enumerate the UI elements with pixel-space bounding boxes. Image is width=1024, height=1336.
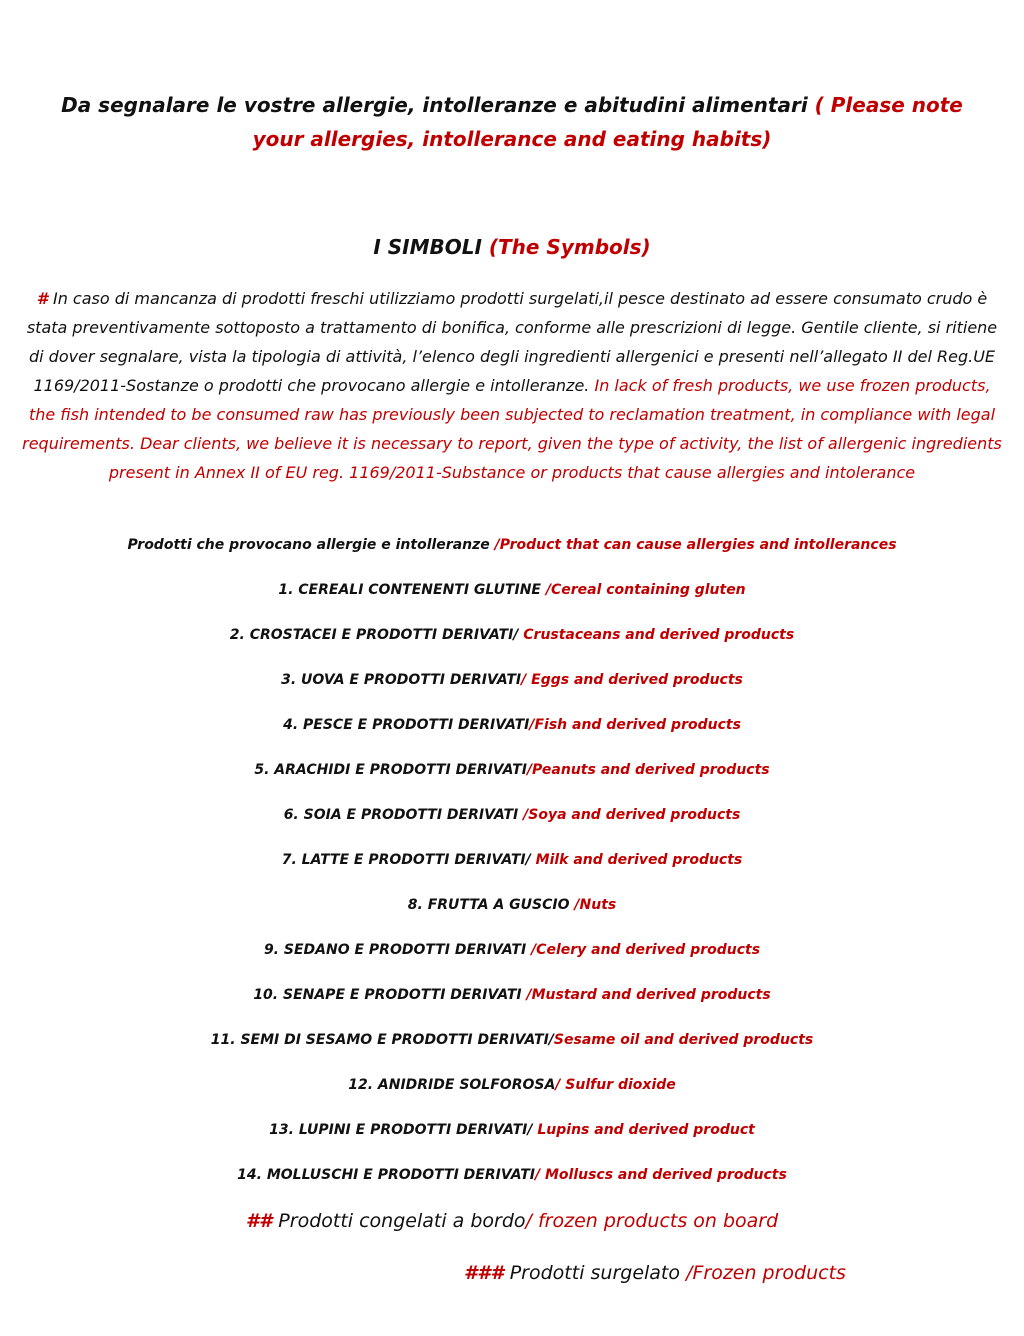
allergen-list-header-english: /Product that can cause allergies and intollerances: [494, 537, 897, 553]
allergen-item-english: / Eggs and derived products: [521, 672, 743, 688]
allergen-item-italian: 12. ANIDRIDE SOLFOROSA: [348, 1077, 556, 1093]
allergen-list-header: [40, 533, 984, 557]
allergen-item-english: Sesame oil and derived products: [553, 1032, 814, 1048]
allergen-list: [40, 578, 984, 1208]
allergen-item-english: /Celery and derived products: [531, 942, 761, 958]
allergen-item-italian: 13. LUPINI E PRODOTTI DERIVATI/: [269, 1122, 538, 1138]
allergen-list-header-italian: Prodotti che provocano allergie e intolleranze: [127, 537, 495, 553]
frozen-on-board-note: [40, 1206, 984, 1236]
allergen-item: [40, 1118, 984, 1163]
intro-paragraph: [22, 284, 1002, 487]
page-title-italian: Da segnalare le vostre allergie, intolleranze e abitudini alimentari: [61, 93, 815, 117]
intro-text-italian: In caso di mancanza di prodotti freschi utilizziamo prodotti surgelati,il pesce destinato ad essere consumato crudo è stata preventivamente sottoposto a trattamento di bonifica, conforme alle prescrizioni di legge. Gentile cliente, si ritiene di dover segnalare, vista la tipologia di attività, l’elenco degli ingredienti allergenici e presenti nell’allegato II del Reg.UE 1169/2011-Sostanze o prodotti che provocano allergie e intolleranze.: [26, 289, 998, 395]
allergen-item-english: / Molluscs and derived products: [534, 1167, 787, 1183]
intro-text-english: In lack of fresh products, we use frozen products, the fish intended to be consumed raw has previously been subjected to reclamation treatment, in compliance with legal requirements. Dear clients, we believe it is necessary to report, given the type of activity, the list of allergenic ingredients present in Annex II of EU reg. 1169/2011-Substance or products that cause allergies and intolerance: [22, 376, 1002, 482]
allergen-item: [40, 803, 984, 848]
allergen-item: [40, 668, 984, 713]
symbols-heading-italian: I SIMBOLI: [373, 235, 489, 259]
frozen-on-board-italian: Prodotti congelati a bordo: [272, 1210, 526, 1232]
allergen-item-italian: 9. SEDANO E PRODOTTI DERIVATI: [263, 942, 532, 958]
allergen-item-italian: 1. CEREALI CONTENENTI GLUTINE: [278, 582, 546, 598]
allergen-item: [40, 713, 984, 758]
allergen-item-english: Lupins and derived product: [537, 1122, 755, 1138]
allergen-item-italian: 10. SENAPE E PRODOTTI DERIVATI: [253, 987, 527, 1003]
allergen-item-italian: 2. CROSTACEI E PRODOTTI DERIVATI/: [229, 627, 524, 643]
frozen-products-hash-symbol: ###: [464, 1262, 504, 1284]
allergen-item: [40, 623, 984, 668]
allergen-item-english: Milk and derived products: [535, 852, 743, 868]
allergen-item-english: /Cereal containing gluten: [545, 582, 746, 598]
allergen-item: [40, 848, 984, 893]
allergen-item: [40, 1028, 984, 1073]
allergen-item: [40, 758, 984, 803]
allergen-item: [40, 983, 984, 1028]
allergen-item: [40, 578, 984, 623]
allergen-item-english: /Soya and derived products: [523, 807, 741, 823]
allergen-item-english: /Fish and derived products: [529, 717, 741, 733]
allergen-item: [40, 893, 984, 938]
allergen-item: [40, 1073, 984, 1118]
allergen-item-italian: 5. ARACHIDI E PRODOTTI DERIVATI: [254, 762, 527, 778]
allergen-item-italian: 14. MOLLUSCHI E PRODOTTI DERIVATI: [237, 1167, 535, 1183]
allergen-item-english: / Sulfur dioxide: [555, 1077, 676, 1093]
allergen-item-italian: 6. SOIA E PRODOTTI DERIVATI: [283, 807, 524, 823]
frozen-on-board-english: / frozen products on board: [525, 1210, 779, 1232]
symbols-heading-english: (The Symbols): [488, 235, 651, 259]
allergen-item-english: Crustaceans and derived products: [523, 627, 795, 643]
intro-hash-symbol: #: [36, 289, 48, 308]
allergen-item-italian: 11. SEMI DI SESAMO E PRODOTTI DERIVATI/: [210, 1032, 554, 1048]
allergen-item-italian: 8. FRUTTA A GUSCIO: [407, 897, 575, 913]
allergen-item-italian: 7. LATTE E PRODOTTI DERIVATI/: [281, 852, 536, 868]
allergen-item-english: /Nuts: [574, 897, 617, 913]
page-title: [40, 88, 984, 156]
allergen-item: [40, 938, 984, 983]
allergen-item-english: /Mustard and derived products: [526, 987, 771, 1003]
symbols-heading: [40, 232, 984, 262]
frozen-products-english: /Frozen products: [686, 1262, 846, 1284]
frozen-on-board-hash-symbol: ##: [245, 1210, 273, 1232]
allergen-item-italian: 4. PESCE E PRODOTTI DERIVATI: [283, 717, 530, 733]
page-title-english: ( Please note your allergies, intollerance and eating habits): [252, 93, 963, 151]
allergen-item: [40, 1163, 984, 1208]
frozen-products-note: [464, 1258, 984, 1288]
frozen-products-italian: Prodotti surgelato: [503, 1262, 687, 1284]
allergen-item-italian: 3. UOVA E PRODOTTI DERIVATI: [281, 672, 522, 688]
allergen-item-english: /Peanuts and derived products: [526, 762, 770, 778]
